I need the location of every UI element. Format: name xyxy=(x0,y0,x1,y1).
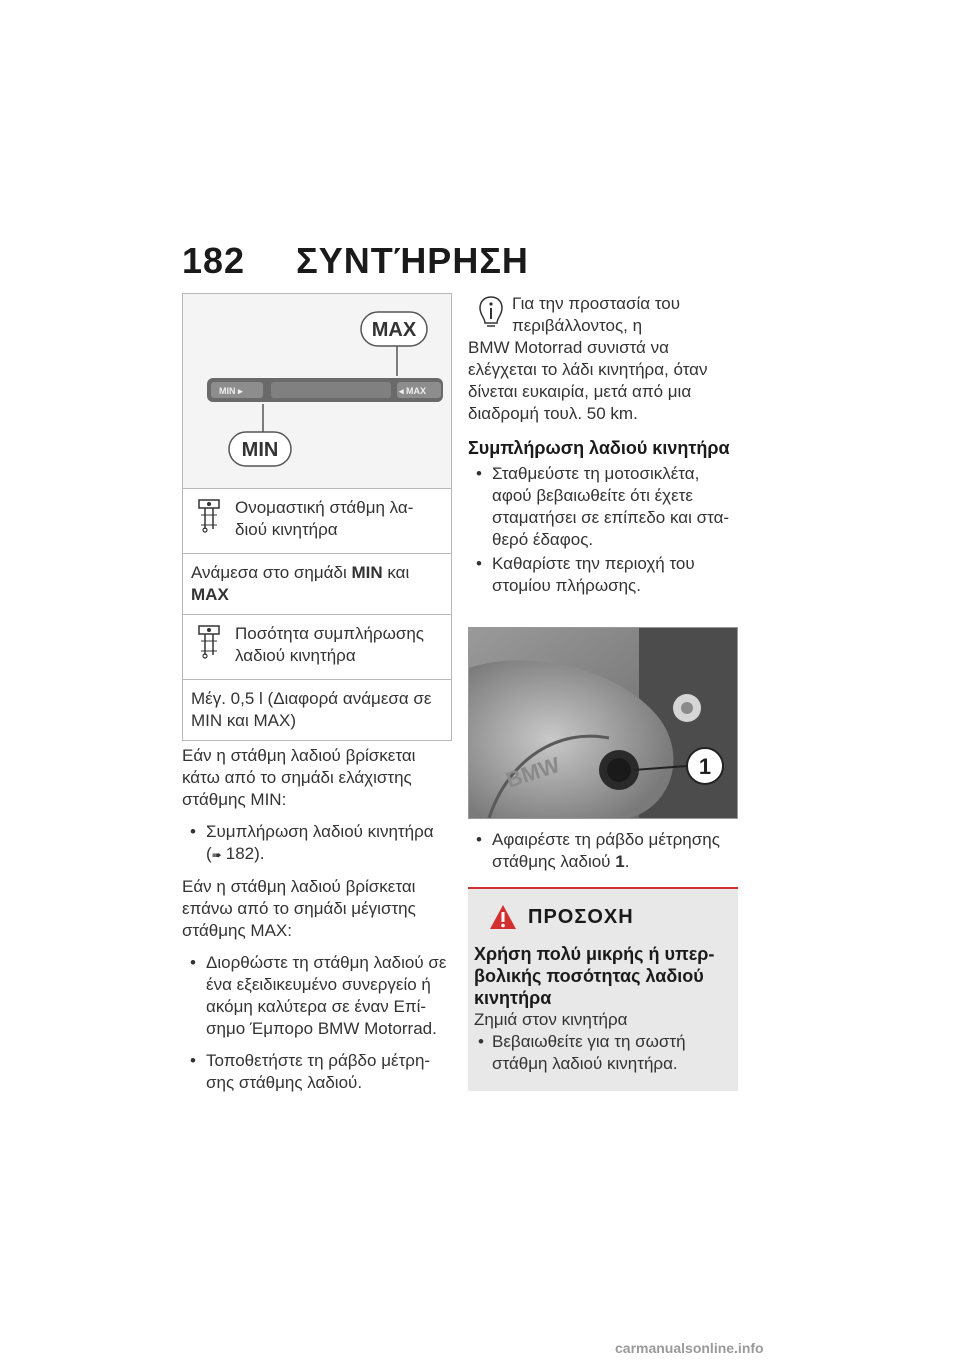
warning-box xyxy=(468,887,738,1091)
photo-callout-1: 1 xyxy=(698,754,712,779)
page-header xyxy=(182,240,529,282)
info-icon xyxy=(478,295,504,337)
spec-nominal-value: Ανάμεσα στο σημάδι MIN και MAX xyxy=(183,554,451,615)
warning-header xyxy=(488,903,732,931)
note-line-2: BMW Motorrad συνιστά να ελέγχεται το λάδι κινητήρα, όταν δίνεται ευκαιρία, μετά από μια διαδρομή τουλ. 50 km. xyxy=(468,338,708,423)
note-line-1: Για την προστασία του περιβάλλοντος, η xyxy=(512,294,681,335)
bullet-correct-level: • Διορθώστε τη στάθμη λαδιού σε ένα εξειδικευμένο συνεργείο ή ακόμη καλύτερα σε έναν Επί-σημο Έμπορο BMW Motorrad. xyxy=(182,952,452,1040)
oil-level-icon xyxy=(197,499,221,539)
bar-max-text: ◂ MAX xyxy=(399,386,427,396)
arrow-right-icon: ➠ xyxy=(211,848,222,862)
bullet-remove-dipstick: • Αφαιρέστε τη ράβδο μέτρησης στάθμης λαδιού 1. xyxy=(468,829,738,873)
spec-quantity-heading xyxy=(183,615,451,680)
bullet-insert-dipstick: • Τοποθετήστε τη ράβδο μέτρη-σης στάθμης λαδιού. xyxy=(182,1050,452,1094)
page-number: 182 xyxy=(182,240,246,281)
engine-photo xyxy=(468,627,738,819)
spec-table xyxy=(182,489,452,741)
right-column xyxy=(468,293,738,1091)
oil-fill-icon xyxy=(197,625,221,665)
spec-nominal-heading xyxy=(183,489,451,554)
page-title: ΣΥΝΤΉΡΗΣΗ xyxy=(296,240,529,281)
dipstick-illustration xyxy=(183,294,451,488)
environment-note xyxy=(468,293,738,425)
paragraph-above-max: Εάν η στάθμη λαδιού βρίσκεται επάνω από το σημάδι μέγιστης στάθμης MAX: xyxy=(182,877,416,940)
label-min: MIN xyxy=(241,439,279,461)
page-ref-link[interactable]: 182). xyxy=(225,844,265,863)
photo-brand-text: BMW xyxy=(502,751,563,793)
left-body xyxy=(182,745,452,1094)
warning-bullet: • Βεβαιωθείτε για τη σωστή στάθμη λαδιού κινητήρα. xyxy=(474,1031,732,1075)
spec-quantity-value: Μέγ. 0,5 l (Διαφορά ανάμεσα σε MIN και MAX) xyxy=(191,689,432,730)
quantity-heading-text: Ποσότητα συμπλήρωσης λαδιού κινητήρα xyxy=(235,624,424,665)
warning-description: Ζημιά στον κινητήρα xyxy=(474,1010,628,1029)
paragraph-below-min: Εάν η στάθμη λαδιού βρίσκεται κάτω από το σημάδι ελάχιστης στάθμης MIN: xyxy=(182,746,416,809)
warning-title: Χρήση πολύ μικρής ή υπερ-βολικής ποσότητας λαδιού κινητήρα xyxy=(474,944,715,1008)
dipstick-figure xyxy=(182,293,452,489)
bullet-top-up: • Συμπλήρωση λαδιού κινητήρα (➠ 182). xyxy=(182,821,452,866)
warning-triangle-icon xyxy=(488,903,518,931)
label-max: MAX xyxy=(371,319,417,341)
section-title: Συμπλήρωση λαδιού κινητήρα xyxy=(468,438,730,458)
nominal-heading-text: Ονομαστική στάθμη λα-διού κινητήρα xyxy=(235,498,414,539)
warning-heading: ΠΡΟΣΟΧΗ xyxy=(528,905,634,928)
bullet-clean: • Καθαρίστε την περιοχή του στομίου πλήρωσης. xyxy=(468,553,738,597)
bullet-park: • Σταθμεύστε τη μοτοσικλέτα, αφού βεβαιωθείτε ότι έχετε σταματήσει σε επίπεδο και στα-θερό έδαφος. xyxy=(468,463,738,551)
bar-min-text: MIN ▸ xyxy=(219,386,243,396)
left-column xyxy=(182,293,452,1104)
footer-watermark: carmanualsonline.info xyxy=(615,1340,764,1356)
